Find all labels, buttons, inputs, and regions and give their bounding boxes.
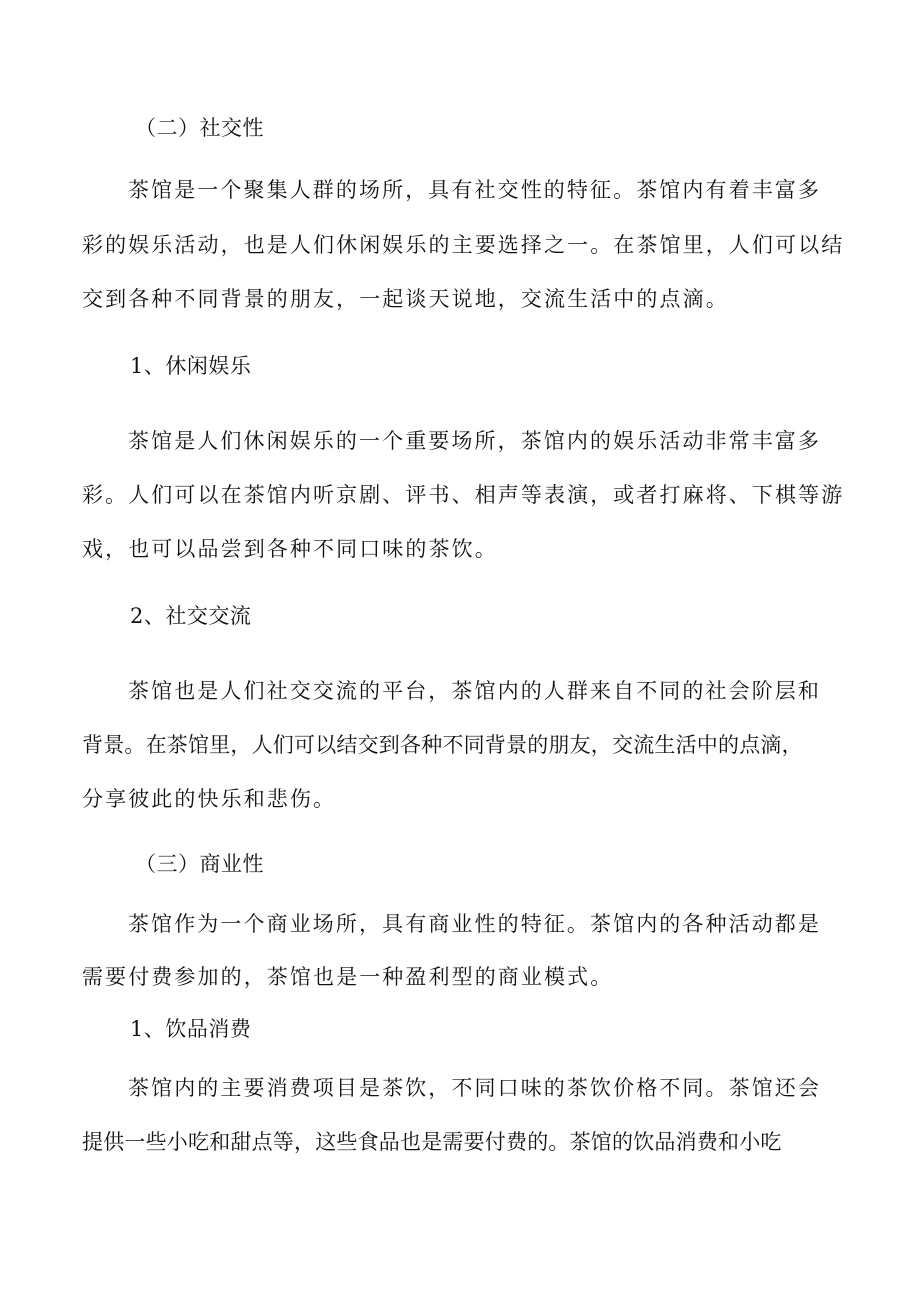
paragraph-line: 彩。人们可以在茶馆内听京剧、评书、相声等表演，或者打麻将、下棋等游 bbox=[82, 483, 845, 507]
paragraph-line: 需要付费参加的，茶馆也是一种盈利型的商业模式。 bbox=[82, 965, 614, 989]
paragraph-line: 戏，也可以品尝到各种不同口味的茶饮。 bbox=[82, 537, 498, 561]
paragraph-line: 茶馆内的主要消费项目是茶饮，不同口味的茶饮价格不同。茶馆还会 bbox=[128, 1076, 821, 1100]
subheading-beverage-consumption: 1、饮品消费 bbox=[130, 1017, 252, 1041]
paragraph-line: 提供一些小吃和甜点等，这些食品也是需要付费的。茶馆的饮品消费和小吃 bbox=[82, 1130, 782, 1154]
paragraph-line: 茶馆是一个聚集人群的场所，具有社交性的特征。茶馆内有着丰富多 bbox=[128, 178, 821, 202]
paragraph-line: 茶馆作为一个商业场所，具有商业性的特征。茶馆内的各种活动都是 bbox=[128, 912, 821, 936]
paragraph-line: 交到各种不同背景的朋友，一起谈天说地，交流生活中的点滴。 bbox=[82, 287, 729, 311]
paragraph-line: 背景。在茶馆里，人们可以结交到各种不同背景的朋友，交流生活中的点滴， bbox=[82, 733, 803, 757]
paragraph-line: 彩的娱乐活动，也是人们休闲娱乐的主要选择之一。在茶馆里，人们可以结 bbox=[82, 233, 845, 257]
subheading-leisure: 1、休闲娱乐 bbox=[130, 354, 252, 378]
section-heading-commercial: （三）商业性 bbox=[135, 852, 264, 876]
paragraph-line: 茶馆是人们休闲娱乐的一个重要场所，茶馆内的娱乐活动非常丰富多 bbox=[128, 429, 821, 453]
section-heading-social: （二）社交性 bbox=[135, 116, 264, 140]
paragraph-line: 茶馆也是人们社交交流的平台，茶馆内的人群来自不同的社会阶层和 bbox=[128, 679, 821, 703]
subheading-social-exchange: 2、社交交流 bbox=[130, 604, 252, 628]
paragraph-line: 分享彼此的快乐和悲伤。 bbox=[82, 787, 337, 811]
